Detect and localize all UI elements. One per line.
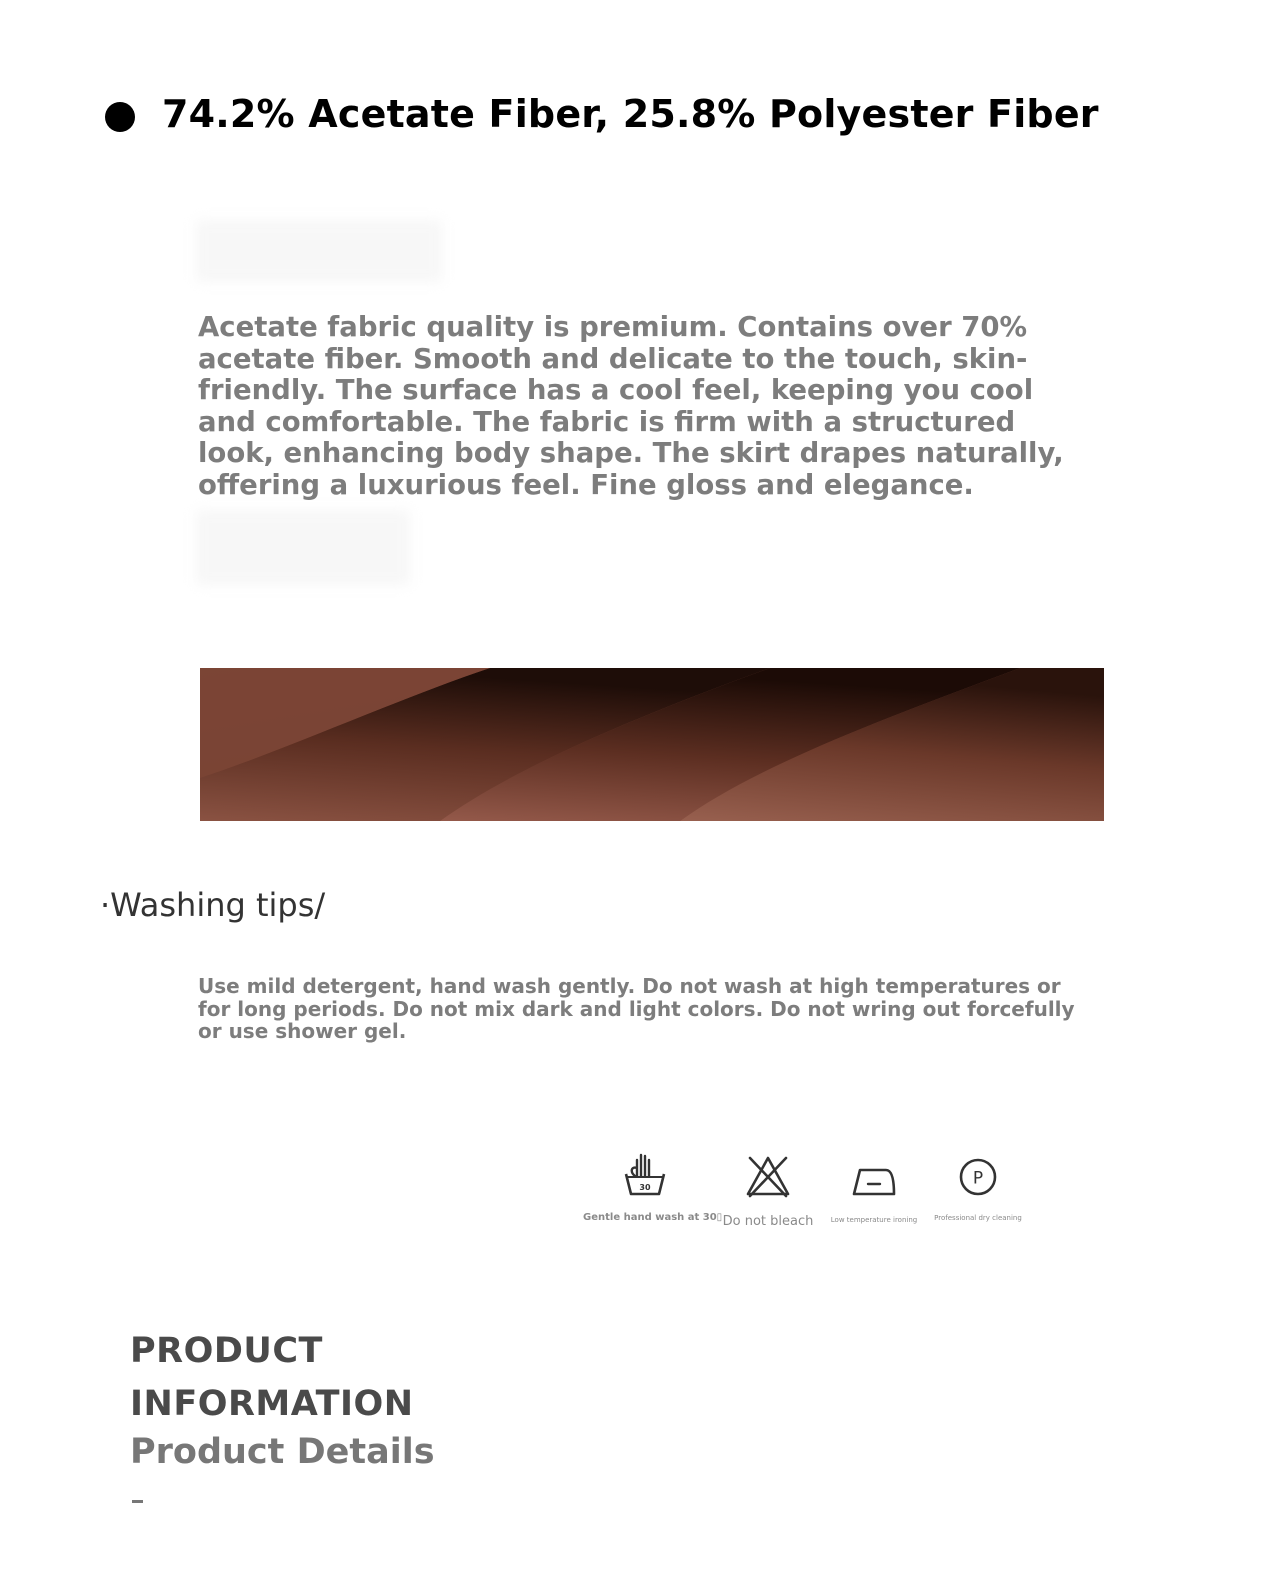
fabric-photo (200, 668, 1104, 821)
svg-text:30: 30 (639, 1183, 651, 1192)
svg-text:P: P (972, 1168, 984, 1189)
care-dry-clean (932, 1154, 1024, 1222)
faded-text-block (196, 220, 442, 282)
care-hand-wash (583, 1152, 723, 1223)
fabric-description: Acetate fabric quality is premium. Contains over 70% acetate fiber. Smooth and delicate to the touch, skin-friendly. The surface has a cool feel, keeping you cool and comfortable. The fabric is firm with a structured look, enhancing body shape. The skirt drapes naturally, offering a luxurious feel. Fine gloss and elegance. (198, 311, 1064, 501)
low-iron-icon (850, 1156, 898, 1202)
faded-text-block (196, 510, 410, 585)
decorative-dash (132, 1500, 143, 1503)
fabric-drape-image (200, 668, 1104, 821)
dry-clean-icon (954, 1154, 1002, 1200)
no-bleach-icon (744, 1154, 792, 1200)
care-label: Gentle hand wash at 30▯ (583, 1212, 723, 1223)
composition-title: 74.2% Acetate Fiber, 25.8% Polyester Fiber (162, 92, 1099, 136)
care-label: Low temperature ironing (830, 1216, 918, 1224)
washing-description: Use mild detergent, hand wash gently. Do not wash at high temperatures or for long periods. Do not mix dark and light colors. Do not wring out forcefully or use shower gel. (198, 974, 1075, 1043)
hand-wash-icon (621, 1152, 669, 1198)
product-info-line2: INFORMATION (130, 1384, 414, 1424)
product-details-subtitle: Product Details (130, 1432, 435, 1472)
washing-tips-heading: ·Washing tips/ (100, 886, 326, 924)
product-info-line1: PRODUCT (130, 1331, 323, 1371)
care-label: Do not bleach (722, 1214, 814, 1229)
care-no-bleach (716, 1154, 820, 1229)
care-low-iron (826, 1156, 922, 1224)
care-label: Professional dry cleaning (934, 1214, 1022, 1222)
product-info-title (130, 1325, 414, 1431)
bullet-dot (105, 102, 135, 132)
